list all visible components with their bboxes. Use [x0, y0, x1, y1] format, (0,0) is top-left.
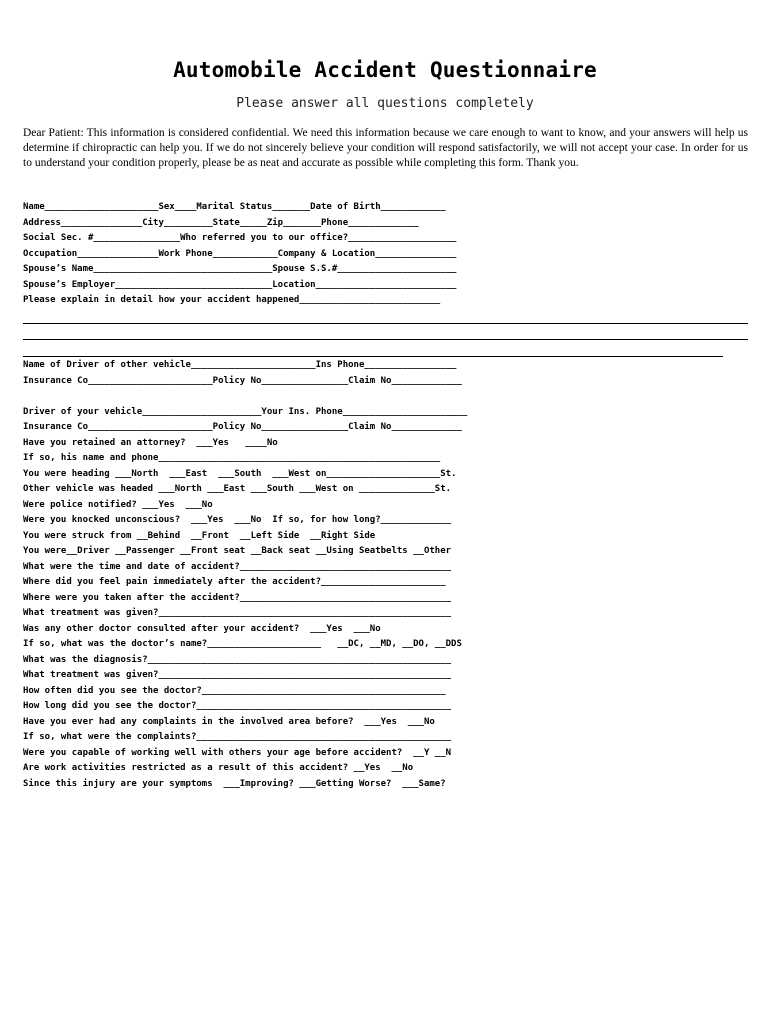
doctor-name-line[interactable]: If so, what was the doctor’s name?_____________________ __DC, __MD, __DO, __DDS	[23, 639, 462, 649]
your-insurance-line[interactable]: Insurance Co_______________________Policy No________________Claim No_____________	[23, 422, 462, 432]
explanation-blank-line-1[interactable]	[23, 309, 748, 324]
doctor-frequency-question[interactable]: How often did you see the doctor?_____________________________________________	[23, 685, 446, 696]
address-line[interactable]: Address_______________City_________State_____Zip_______Phone_____________	[23, 217, 419, 228]
explanation-blank-line-3[interactable]	[23, 342, 723, 357]
attorney-question[interactable]: Have you retained an attorney? ___Yes ____No	[23, 437, 278, 448]
your-driver-line[interactable]: Driver of your vehicle______________________Your Ins. Phone_______________________	[23, 406, 468, 417]
position-question[interactable]: You were__Driver __Passenger __Front seat __Back seat __Using Seatbelts __Other	[23, 546, 452, 556]
prior-complaints-question[interactable]: Have you ever had any complaints in the involved area before? ___Yes ___No	[23, 716, 435, 727]
other-doctor-question[interactable]: Was any other doctor consulted after your accident? ___Yes ___No	[23, 623, 381, 634]
pain-question[interactable]: Where did you feel pain immediately after the accident?_______________________	[23, 577, 446, 587]
ssn-referral-line[interactable]: Social Sec. #________________Who referred you to our office?____________________	[23, 233, 457, 243]
treatment-question-2[interactable]: What treatment was given?______________________________________________________	[23, 670, 452, 680]
other-insurance-line[interactable]: Insurance Co_______________________Policy No________________Claim No_____________	[23, 375, 462, 386]
spouse-employer-line[interactable]: Spouse’s Employer_____________________________Location__________________________	[23, 279, 457, 290]
accident-explanation-line[interactable]: Please explain in detail how your accident happened__________________________	[23, 295, 441, 305]
police-question[interactable]: Were police notified? ___Yes ___No	[23, 499, 213, 510]
complaints-detail-line[interactable]: If so, what were the complaints?_______________________________________________	[23, 732, 452, 742]
treatment-question-1[interactable]: What treatment was given?______________________________________________________	[23, 608, 452, 618]
your-heading-line[interactable]: You were heading ___North ___East ___South ___West on_____________________St.	[23, 468, 457, 479]
attorney-contact-line[interactable]: If so, his name and phone____________________________________________________	[23, 453, 441, 463]
other-driver-line[interactable]: Name of Driver of other vehicle_______________________Ins Phone_________________	[23, 360, 457, 370]
working-capability-question[interactable]: Were you capable of working well with others your age before accident? __Y __N	[23, 747, 452, 758]
unconscious-question[interactable]: Were you knocked unconscious? ___Yes ___No If so, for how long?_____________	[23, 515, 452, 525]
questionnaire-form	[23, 200, 753, 792]
spacer	[23, 389, 753, 405]
page-title: Automobile Accident Questionnaire	[173, 58, 597, 82]
occupation-line[interactable]: Occupation_______________Work Phone____________Company & Location_______________	[23, 248, 457, 259]
spouse-name-line[interactable]: Spouse’s Name_________________________________Spouse S.S.#______________________	[23, 264, 457, 274]
taken-question[interactable]: Where were you taken after the accident?_______________________________________	[23, 592, 452, 603]
explanation-blank-line-2[interactable]	[23, 325, 748, 340]
symptoms-question[interactable]: Since this injury are your symptoms ___Improving? ___Getting Worse? ___Same?	[23, 778, 446, 789]
struck-from-question[interactable]: You were struck from __Behind __Front __Left Side __Right Side	[23, 530, 376, 541]
doctor-duration-question[interactable]: How long did you see the doctor?_______________________________________________	[23, 701, 452, 711]
name-sex-marital-dob-line[interactable]: Name_____________________Sex____Marital Status_______Date of Birth____________	[23, 202, 446, 212]
work-restriction-question[interactable]: Are work activities restricted as a result of this accident? __Yes __No	[23, 763, 414, 773]
intro-paragraph: Dear Patient: This information is considered confidential. We need this information because we care enough to want to know, and your answers will help us determine if chiropractic can help you. If we do not sincerely believe your condition will respond satisfactorily, we will not accept your case. In order for us to understand your condition properly, please be as neat and accurate as possible while completing this form. Thank you.	[23, 127, 748, 169]
time-date-question[interactable]: What were the time and date of accident?_______________________________________	[23, 561, 452, 572]
diagnosis-question[interactable]: What was the diagnosis?________________________________________________________	[23, 654, 452, 665]
other-heading-line[interactable]: Other vehicle was headed ___North ___East ___South ___West on ______________St.	[23, 484, 452, 494]
page-subtitle: Please answer all questions completely	[236, 96, 534, 111]
